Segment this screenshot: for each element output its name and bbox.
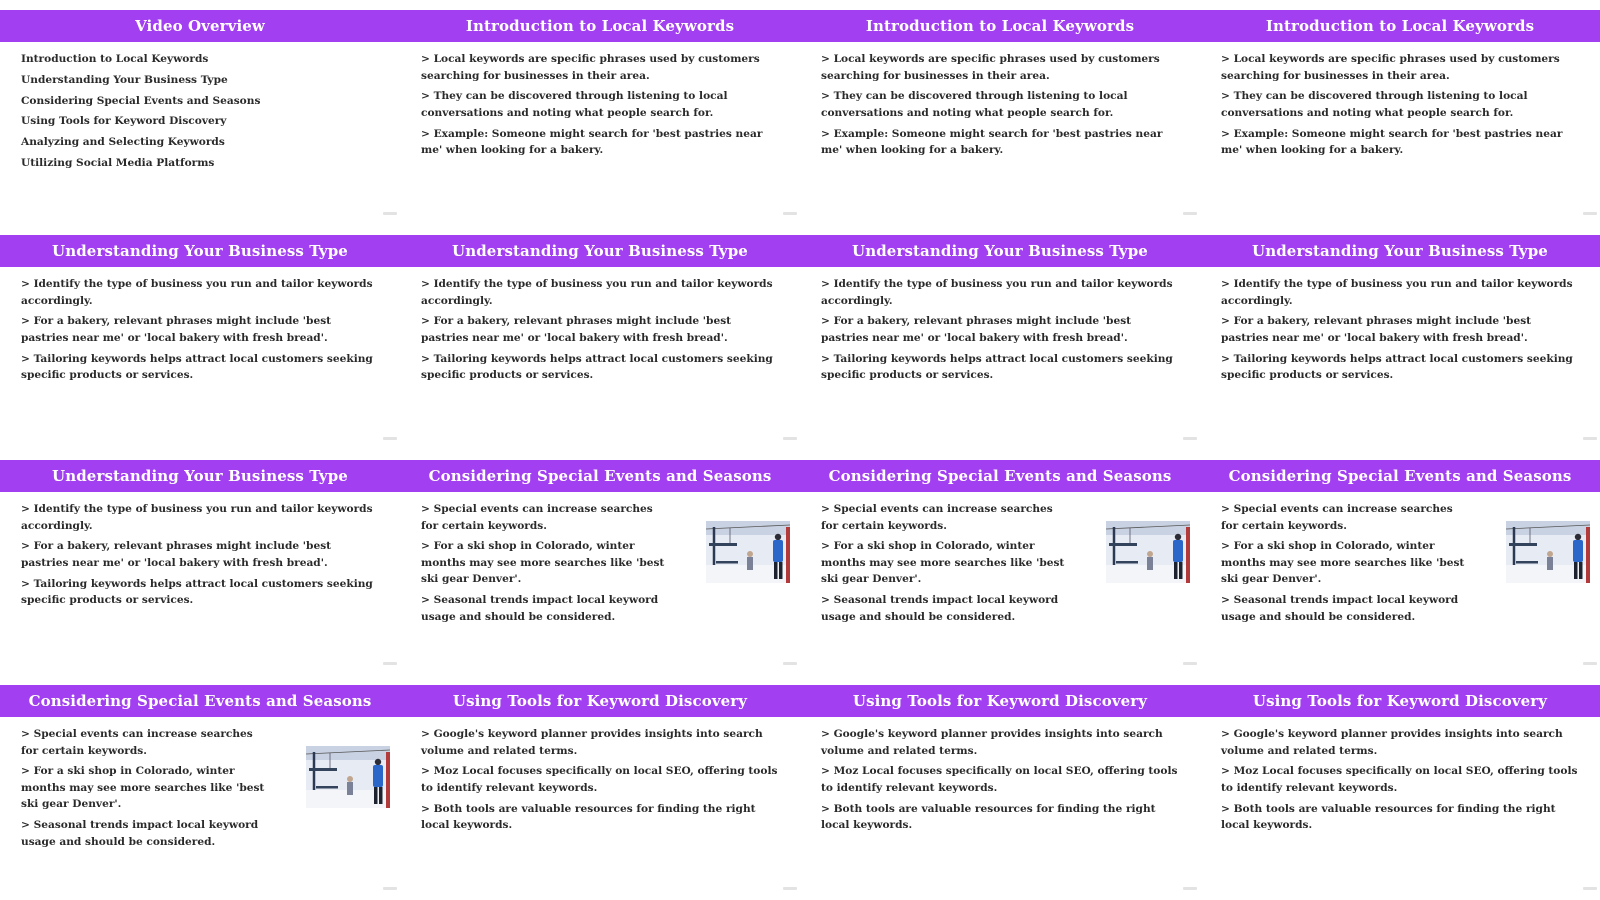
- bullet-point: > Seasonal trends impact local keyword usage and should be considered.: [21, 819, 259, 848]
- slide[interactable]: [400, 450, 800, 675]
- bullet-list: [21, 726, 266, 854]
- overview-item: Utilizing Social Media Platforms: [21, 156, 215, 169]
- bullet-list: [21, 501, 382, 613]
- bullet-point: > Seasonal trends impact local keyword usage and should be considered.: [821, 594, 1059, 623]
- bullet-point: > Moz Local focuses specifically on local SEO, offering tools to identify relevant keywords.: [421, 765, 778, 794]
- watermark-logo: [383, 212, 397, 215]
- slide-title: Understanding Your Business Type: [800, 235, 1200, 267]
- watermark-logo: [1183, 887, 1197, 890]
- bullet-point: > Tailoring keywords helps attract local customers seeking specific products or services.: [21, 352, 373, 382]
- bullet-list: [1221, 276, 1582, 388]
- ski-lift-photo: [706, 521, 790, 583]
- slide[interactable]: [800, 225, 1200, 450]
- slide-title: Using Tools for Keyword Discovery: [400, 685, 800, 717]
- slide-title: Understanding Your Business Type: [400, 235, 800, 267]
- watermark-logo: [1183, 437, 1197, 440]
- bullet-point: > For a ski shop in Colorado, winter months may see more searches like 'best ski gear Denver'.: [1221, 540, 1465, 586]
- bullet-point: > They can be discovered through listening to local conversations and noting what people search for.: [821, 90, 1128, 119]
- bullet-list: [821, 276, 1182, 388]
- bullet-point: > Tailoring keywords helps attract local customers seeking specific products or services.: [1221, 352, 1573, 382]
- ski-lift-photo: [1106, 521, 1190, 583]
- ski-lift-photo: [1506, 521, 1590, 583]
- slide-title: Introduction to Local Keywords: [1200, 10, 1600, 42]
- slide[interactable]: [1200, 0, 1600, 225]
- bullet-point: > Example: Someone might search for 'best pastries near me' when looking for a bakery.: [1221, 127, 1563, 157]
- bullet-point: > Google's keyword planner provides insights into search volume and related terms.: [1221, 728, 1563, 757]
- slide-title: Understanding Your Business Type: [0, 235, 400, 267]
- bullet-point: > Seasonal trends impact local keyword usage and should be considered.: [1221, 594, 1459, 623]
- bullet-point: > Special events can increase searches for certain keywords.: [21, 728, 253, 757]
- overview-item: Analyzing and Selecting Keywords: [21, 136, 225, 149]
- slide-title: Considering Special Events and Seasons: [400, 460, 800, 492]
- bullet-point: > Identify the type of business you run and tailor keywords accordingly.: [821, 278, 1173, 307]
- bullet-point: > Both tools are valuable resources for finding the right local keywords.: [821, 802, 1156, 832]
- bullet-point: > They can be discovered through listening to local conversations and noting what people search for.: [421, 90, 728, 119]
- bullet-point: > Example: Someone might search for 'best pastries near me' when looking for a bakery.: [421, 127, 763, 157]
- bullet-list: [821, 501, 1066, 629]
- slide[interactable]: [800, 0, 1200, 225]
- bullet-list: [21, 276, 382, 388]
- bullet-point: > Local keywords are specific phrases used by customers searching for businesses in their area.: [1221, 53, 1560, 82]
- bullet-point: > They can be discovered through listening to local conversations and noting what people search for.: [1221, 90, 1528, 119]
- slide-title: Using Tools for Keyword Discovery: [1200, 685, 1600, 717]
- bullet-list: [821, 51, 1182, 163]
- bullet-list: [821, 726, 1182, 838]
- bullet-point: > Special events can increase searches for certain keywords.: [421, 503, 653, 532]
- bullet-point: > Moz Local focuses specifically on local SEO, offering tools to identify relevant keywords.: [821, 765, 1178, 794]
- bullet-point: > For a bakery, relevant phrases might include 'best pastries near me' or 'local bakery with fresh bread'.: [421, 315, 732, 344]
- overview-item: Using Tools for Keyword Discovery: [21, 115, 227, 128]
- bullet-point: > For a ski shop in Colorado, winter months may see more searches like 'best ski gear Denver'.: [21, 765, 265, 811]
- bullet-point: > Google's keyword planner provides insights into search volume and related terms.: [821, 728, 1163, 757]
- bullet-point: > For a bakery, relevant phrases might include 'best pastries near me' or 'local bakery with fresh bread'.: [821, 315, 1132, 344]
- watermark-logo: [783, 437, 797, 440]
- bullet-list: [1221, 51, 1582, 163]
- bullet-point: > For a bakery, relevant phrases might include 'best pastries near me' or 'local bakery with fresh bread'.: [21, 540, 332, 569]
- watermark-logo: [1183, 662, 1197, 665]
- bullet-point: > Identify the type of business you run and tailor keywords accordingly.: [421, 278, 773, 307]
- bullet-list: [421, 501, 666, 629]
- slide[interactable]: [0, 450, 400, 675]
- bullet-point: > Identify the type of business you run and tailor keywords accordingly.: [21, 503, 373, 532]
- bullet-list: [1221, 726, 1582, 838]
- ski-lift-photo: [306, 746, 390, 808]
- watermark-logo: [1583, 887, 1597, 890]
- watermark-logo: [783, 212, 797, 215]
- bullet-point: > For a ski shop in Colorado, winter months may see more searches like 'best ski gear Denver'.: [421, 540, 665, 586]
- slide-title: Considering Special Events and Seasons: [0, 685, 400, 717]
- bullet-list: [421, 51, 782, 163]
- bullet-list: [421, 276, 782, 388]
- watermark-logo: [383, 437, 397, 440]
- overview-item: Understanding Your Business Type: [21, 73, 228, 86]
- bullet-point: > Google's keyword planner provides insights into search volume and related terms.: [421, 728, 763, 757]
- bullet-list: [421, 726, 782, 838]
- bullet-point: > For a ski shop in Colorado, winter months may see more searches like 'best ski gear Denver'.: [821, 540, 1065, 586]
- watermark-logo: [383, 887, 397, 890]
- bullet-point: > Example: Someone might search for 'best pastries near me' when looking for a bakery.: [821, 127, 1163, 157]
- slide[interactable]: [400, 0, 800, 225]
- slide[interactable]: [800, 675, 1200, 900]
- bullet-point: > Tailoring keywords helps attract local customers seeking specific products or services.: [21, 577, 373, 607]
- slide-title: Understanding Your Business Type: [1200, 235, 1600, 267]
- slide-title: Introduction to Local Keywords: [400, 10, 800, 42]
- bullet-list: [1221, 501, 1466, 629]
- slide[interactable]: [1200, 225, 1600, 450]
- overview-list: [21, 51, 382, 176]
- slide[interactable]: [400, 675, 800, 900]
- watermark-logo: [1583, 662, 1597, 665]
- bullet-point: > Local keywords are specific phrases used by customers searching for businesses in their area.: [421, 53, 760, 82]
- watermark-logo: [1583, 212, 1597, 215]
- slide[interactable]: [0, 225, 400, 450]
- slide[interactable]: [0, 0, 400, 225]
- slide[interactable]: [0, 675, 400, 900]
- overview-item: Considering Special Events and Seasons: [21, 94, 261, 107]
- bullet-point: > Tailoring keywords helps attract local customers seeking specific products or services.: [821, 352, 1173, 382]
- overview-item: Introduction to Local Keywords: [21, 53, 209, 65]
- watermark-logo: [383, 662, 397, 665]
- watermark-logo: [783, 662, 797, 665]
- bullet-point: > Local keywords are specific phrases used by customers searching for businesses in their area.: [821, 53, 1160, 82]
- slide-title: Understanding Your Business Type: [0, 460, 400, 492]
- bullet-point: > Special events can increase searches for certain keywords.: [1221, 503, 1453, 532]
- slide[interactable]: [800, 450, 1200, 675]
- slide-title: Using Tools for Keyword Discovery: [800, 685, 1200, 717]
- watermark-logo: [783, 887, 797, 890]
- watermark-logo: [1183, 212, 1197, 215]
- slide[interactable]: [1200, 450, 1600, 675]
- slide-title: Considering Special Events and Seasons: [800, 460, 1200, 492]
- bullet-point: > Moz Local focuses specifically on local SEO, offering tools to identify relevant keywords.: [1221, 765, 1578, 794]
- bullet-point: > Seasonal trends impact local keyword usage and should be considered.: [421, 594, 659, 623]
- slide[interactable]: [400, 225, 800, 450]
- bullet-point: > Both tools are valuable resources for finding the right local keywords.: [1221, 802, 1556, 832]
- slide-title: Considering Special Events and Seasons: [1200, 460, 1600, 492]
- bullet-point: > Tailoring keywords helps attract local customers seeking specific products or services.: [421, 352, 773, 382]
- bullet-point: > Identify the type of business you run and tailor keywords accordingly.: [21, 278, 373, 307]
- bullet-point: > Special events can increase searches for certain keywords.: [821, 503, 1053, 532]
- bullet-point: > Both tools are valuable resources for finding the right local keywords.: [421, 802, 756, 832]
- bullet-point: > For a bakery, relevant phrases might include 'best pastries near me' or 'local bakery with fresh bread'.: [1221, 315, 1532, 344]
- slide[interactable]: [1200, 675, 1600, 900]
- slide-title: Introduction to Local Keywords: [800, 10, 1200, 42]
- slide-title: Video Overview: [0, 10, 400, 42]
- watermark-logo: [1583, 437, 1597, 440]
- bullet-point: > For a bakery, relevant phrases might include 'best pastries near me' or 'local bakery with fresh bread'.: [21, 315, 332, 344]
- bullet-point: > Identify the type of business you run and tailor keywords accordingly.: [1221, 278, 1573, 307]
